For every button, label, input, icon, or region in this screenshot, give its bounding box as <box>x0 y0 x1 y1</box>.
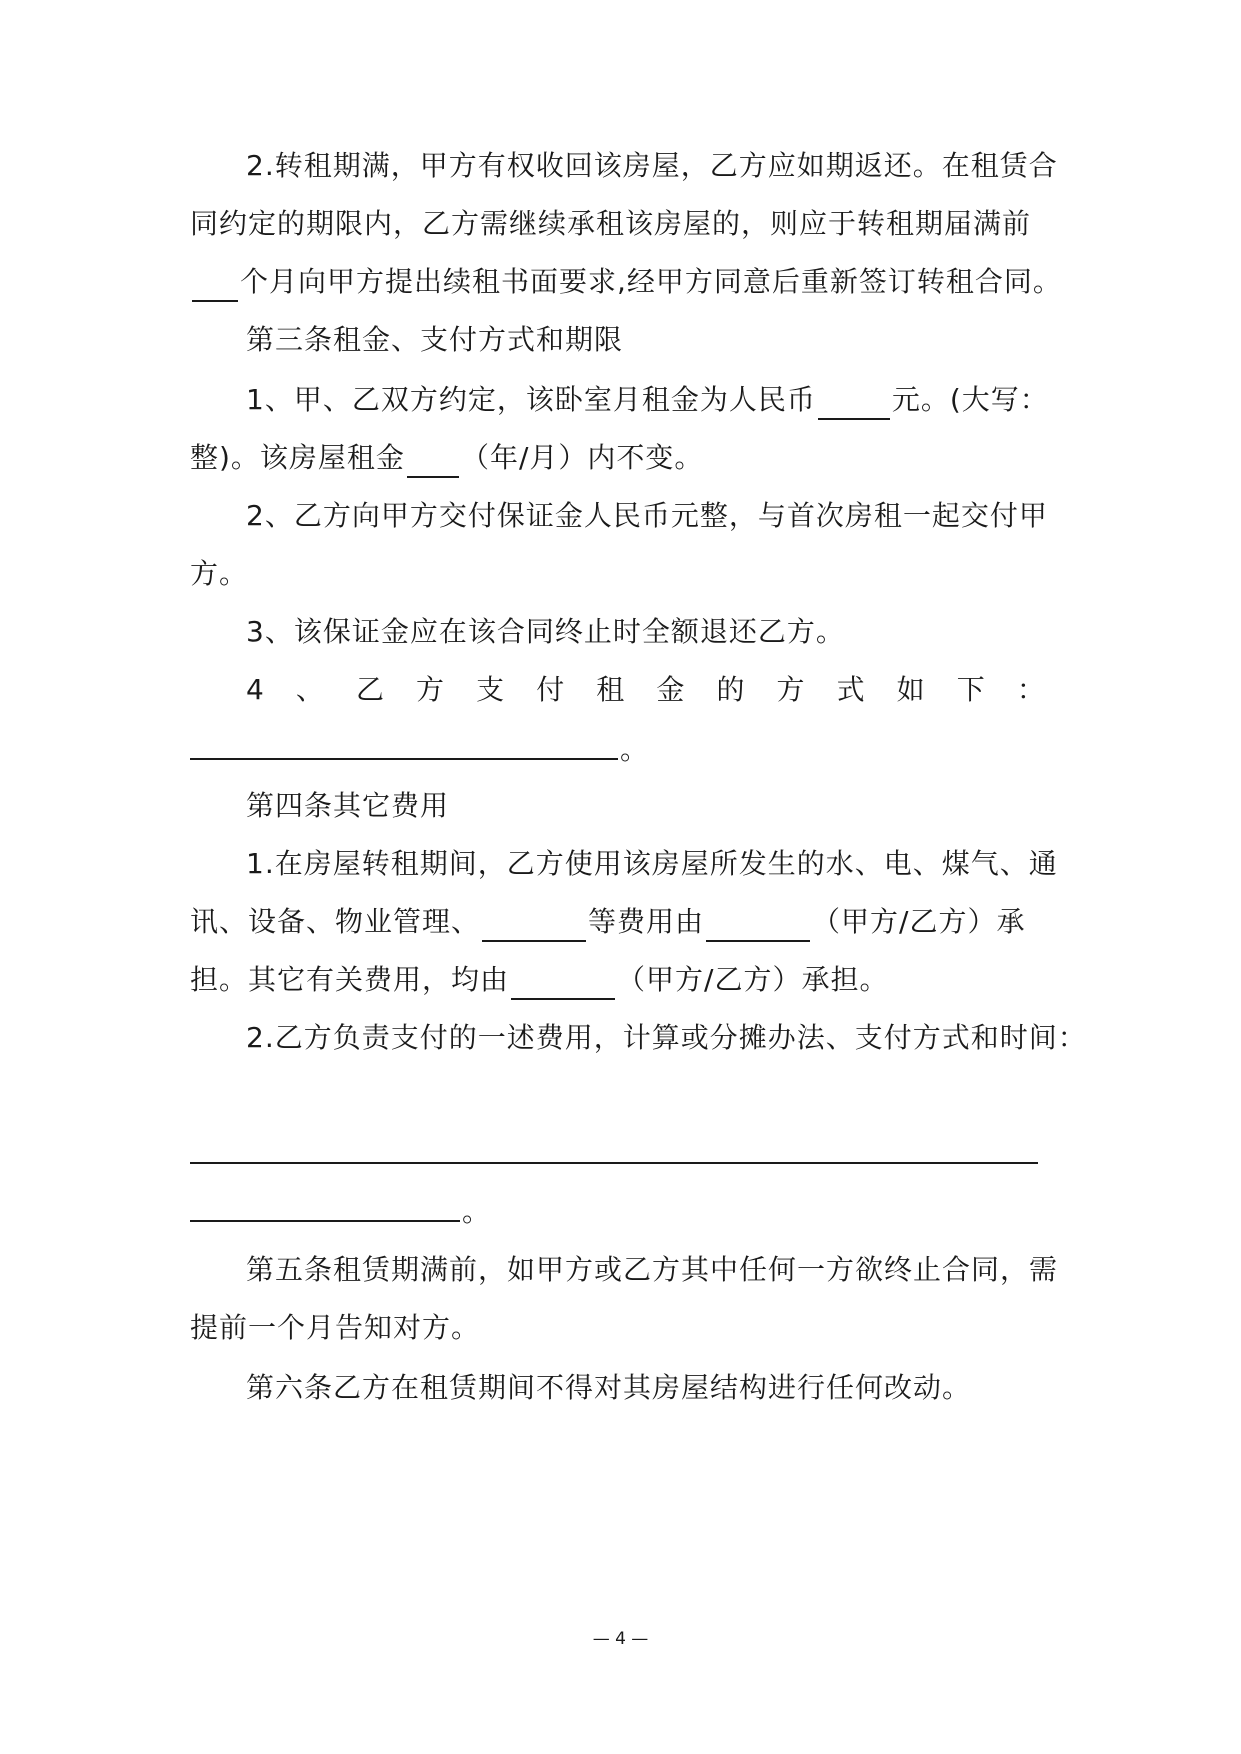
fill-in-blank-long <box>190 1162 1038 1164</box>
fill-in-blank <box>192 270 238 302</box>
char: 乙 <box>355 673 385 706</box>
fill-in-blank <box>706 910 810 942</box>
paragraph-line-justified <box>246 670 1046 710</box>
period-mark: 。 <box>620 733 649 766</box>
fill-in-blank-long <box>190 1220 460 1222</box>
text: 第三条租金、支付方式和期限 <box>246 323 624 356</box>
char: 租 <box>596 673 626 706</box>
page-number: — 4 — <box>592 1629 649 1649</box>
paragraph-line <box>246 496 1060 536</box>
paragraph-line <box>246 1018 1087 1058</box>
char: 如 <box>896 673 926 706</box>
text: 整)。该房屋租金 <box>190 441 405 474</box>
text: （甲方/乙方）承担。 <box>617 963 889 996</box>
paragraph-line <box>246 146 1060 186</box>
paragraph-line <box>190 204 1060 244</box>
text: 3、该保证金应在该合同终止时全额退还乙方。 <box>246 615 845 648</box>
fill-in-blank-long <box>190 758 618 760</box>
char: 4 <box>246 673 265 706</box>
paragraph-line <box>246 612 1060 652</box>
char: 的 <box>716 673 746 706</box>
text: 2.转租期满，甲方有权收回该房屋，乙方应如期返还。在租赁合 <box>246 149 1058 182</box>
text: （甲方/乙方）承 <box>812 905 1026 938</box>
section-heading <box>246 320 1060 360</box>
text: 提前一个月告知对方。 <box>190 1311 481 1344</box>
char: ： <box>1016 673 1046 706</box>
char: 付 <box>536 673 566 706</box>
paragraph-line <box>246 844 1060 884</box>
fill-in-blank <box>511 968 615 1000</box>
paragraph-line <box>190 1308 1060 1348</box>
section-heading <box>246 1368 1060 1408</box>
paragraph-line <box>190 554 1060 594</box>
text: 等费用由 <box>588 905 705 938</box>
paragraph-line <box>190 902 1060 942</box>
text: 2.乙方负责支付的一述费用，计算或分摊办法、支付方式和时间： <box>246 1021 1087 1054</box>
char: 方 <box>416 673 446 706</box>
text: 个月向甲方提出续租书面要求,经甲方同意后重新签订转租合同。 <box>240 265 1062 298</box>
paragraph-line <box>246 380 1060 420</box>
period-mark: 。 <box>462 1195 491 1228</box>
char: 支 <box>476 673 506 706</box>
text: 1、甲、乙双方约定，该卧室月租金为人民币 <box>246 383 816 416</box>
text: （年/月）内不变。 <box>460 441 704 474</box>
fill-in-blank <box>818 388 890 420</box>
paragraph-line <box>190 438 1060 478</box>
text: 讯、设备、物业管理、 <box>190 905 481 938</box>
char: 、 <box>295 673 325 706</box>
char: 式 <box>836 673 866 706</box>
text: 第六条乙方在租赁期间不得对其房屋结构进行任何改动。 <box>246 1371 972 1404</box>
text: 元。(大写： <box>891 383 1049 416</box>
text: 1.在房屋转租期间，乙方使用该房屋所发生的水、电、煤气、通 <box>246 847 1058 880</box>
fill-in-blank <box>482 910 586 942</box>
char: 金 <box>656 673 686 706</box>
text: 第五条租赁期满前，如甲方或乙方其中任何一方欲终止合同，需 <box>246 1253 1059 1286</box>
char: 下 <box>956 673 986 706</box>
text: 担。其它有关费用，均由 <box>190 963 510 996</box>
text: 同约定的期限内，乙方需继续承租该房屋的，则应于转租期届满前 <box>190 207 1032 240</box>
paragraph-line <box>190 960 1060 1000</box>
text: 第四条其它费用 <box>246 789 450 822</box>
text: 方。 <box>190 557 249 590</box>
paragraph-line <box>190 262 1060 302</box>
char: 方 <box>776 673 806 706</box>
section-heading <box>246 786 1060 826</box>
section-heading <box>246 1250 1060 1290</box>
fill-in-blank <box>407 446 459 478</box>
text: 2、乙方向甲方交付保证金人民币元整，与首次房租一起交付甲 <box>246 499 1048 532</box>
